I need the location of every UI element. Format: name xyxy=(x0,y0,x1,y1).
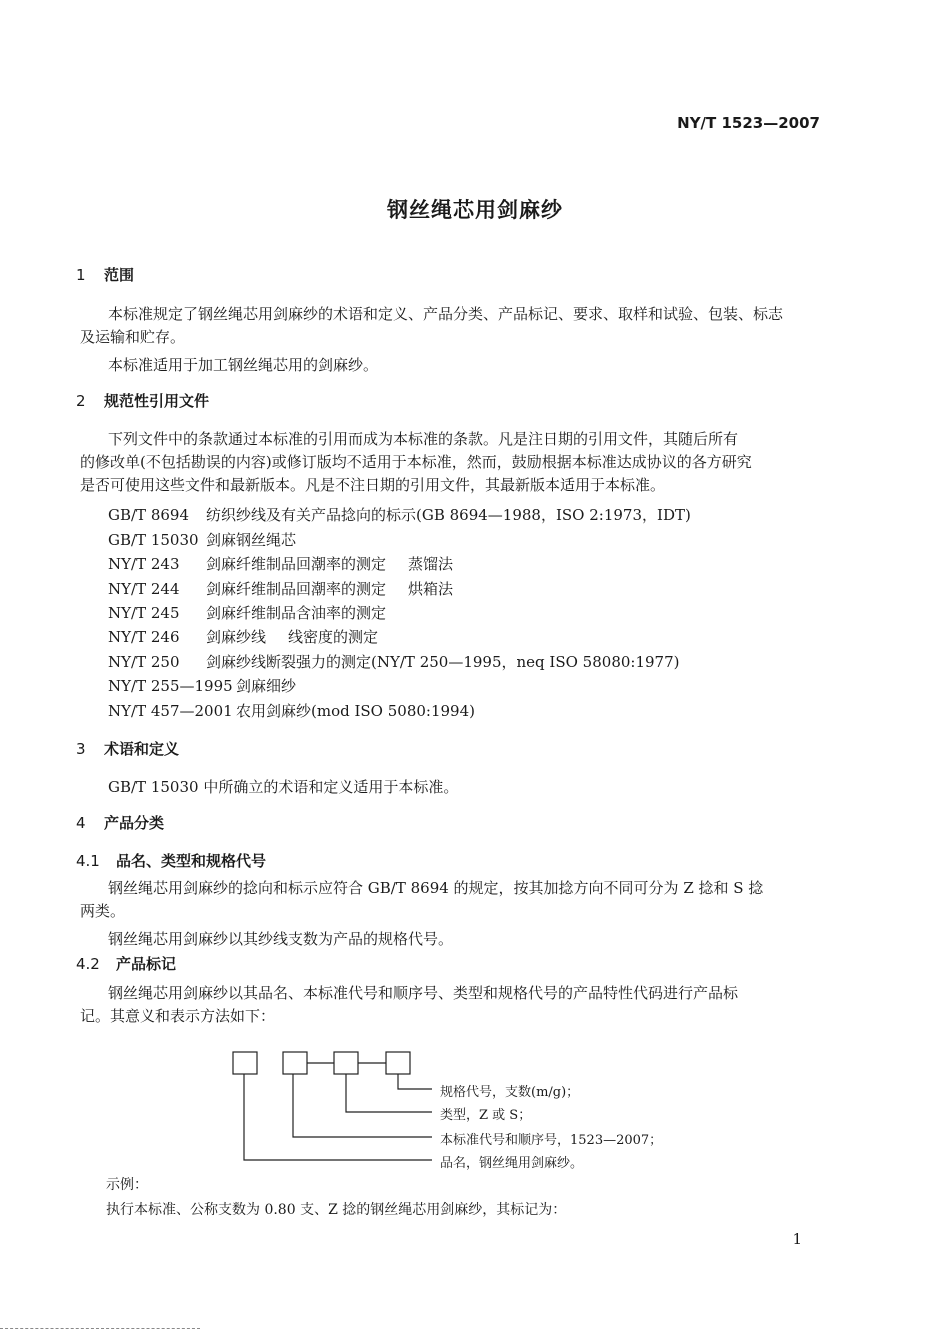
reference-code: NY/T 246 xyxy=(108,628,180,646)
paragraph: 本标准适用于加工钢丝绳芯用的剑麻纱。 xyxy=(108,356,379,374)
paragraph-line: 的修改单(不包括勘误的内容)或修订版均不适用于本标准，然而，鼓励根据本标准达成协议的各方研究 xyxy=(80,453,752,471)
reference-method: 蒸馏法 xyxy=(408,555,454,573)
leader-line xyxy=(346,1074,432,1112)
diagram-label: 规格代号，支数(m/g)； xyxy=(440,1085,580,1100)
reference-method: 线密度的测定 xyxy=(288,628,379,646)
leader-line xyxy=(398,1074,432,1089)
section-number: 1 xyxy=(76,266,86,284)
paragraph-line: 是否可使用这些文件和最新版本。凡是不注日期的引用文件，其最新版本适用于本标准。 xyxy=(80,476,666,494)
example-text: 执行本标准、公称支数为 0.80 支、Z 捻的钢丝绳芯用剑麻纱，其标记为： xyxy=(106,1202,567,1218)
leader-line xyxy=(293,1074,432,1137)
reference-code: NY/T 245 xyxy=(108,604,180,622)
paragraph-line: 及运输和贮存。 xyxy=(80,328,186,346)
marking-box-standard xyxy=(283,1052,307,1074)
paragraph-line: 本标准规定了钢丝绳芯用剑麻纱的术语和定义、产品分类、产品标记、要求、取样和试验、包装、标志 xyxy=(108,305,784,323)
reference-code: NY/T 457—2001 xyxy=(108,702,233,720)
reference-title: 剑麻钢丝绳芯 xyxy=(206,531,297,549)
paragraph-line: 下列文件中的条款通过本标准的引用而成为本标准的条款。凡是注日期的引用文件，其随后所有 xyxy=(108,430,739,448)
section-title: 范围 xyxy=(104,266,135,284)
section-title: 产品分类 xyxy=(104,814,165,832)
section-title: 产品标记 xyxy=(116,955,177,973)
section-number: 2 xyxy=(76,392,86,410)
reference-code: NY/T 244 xyxy=(108,580,180,598)
paragraph: GB/T 15030 中所确立的术语和定义适用于本标准。 xyxy=(108,778,459,796)
reference-title: 农用剑麻纱(mod ISO 5080:1994) xyxy=(236,702,475,720)
section-number: 4.2 xyxy=(76,955,100,973)
reference-code: NY/T 243 xyxy=(108,555,180,573)
document-title: 钢丝绳芯用剑麻纱 xyxy=(387,198,563,222)
diagram-label: 品名，钢丝绳用剑麻纱。 xyxy=(440,1156,584,1171)
reference-code: GB/T 8694 xyxy=(108,506,190,524)
paragraph-line: 记。其意义和表示方法如下： xyxy=(80,1007,276,1025)
example-label: 示例： xyxy=(106,1177,148,1193)
section-number: 4 xyxy=(76,814,86,832)
reference-code: NY/T 250 xyxy=(108,653,180,671)
section-title: 规范性引用文件 xyxy=(104,392,210,410)
marking-box-spec xyxy=(386,1052,410,1074)
section-number: 4.1 xyxy=(76,852,100,870)
section-title: 品名、类型和规格代号 xyxy=(116,852,267,870)
reference-title: 剑麻纤维制品回潮率的测定 xyxy=(206,555,387,573)
page-number: 1 xyxy=(792,1230,802,1248)
standard-code: NY/T 1523—2007 xyxy=(677,114,820,132)
reference-method: 烘箱法 xyxy=(408,580,454,598)
reference-title: 剑麻纱线断裂强力的测定(NY/T 250—1995，neq ISO 58080:1977) xyxy=(206,653,680,671)
paragraph-line: 钢丝绳芯用剑麻纱以其品名、本标准代号和顺序号、类型和规格代号的产品特性代码进行产品标 xyxy=(108,984,739,1002)
diagram-label: 本标准代号和顺序号，1523—2007； xyxy=(440,1133,663,1148)
paragraph-line: 钢丝绳芯用剑麻纱的捻向和标示应符合 GB/T 8694 的规定，按其加捻方向不同可分为 Z 捻和 S 捻 xyxy=(108,879,764,897)
diagram-label: 类型，Z 或 S； xyxy=(440,1108,532,1123)
paragraph-line: 两类。 xyxy=(80,902,126,920)
section-number: 3 xyxy=(76,740,86,758)
reference-title: 剑麻细纱 xyxy=(236,677,297,695)
reference-code: NY/T 255—1995 xyxy=(108,677,233,695)
marking-box-type xyxy=(334,1052,358,1074)
reference-title: 剑麻纤维制品回潮率的测定 xyxy=(206,580,387,598)
reference-title: 纺织纱线及有关产品捻向的标示(GB 8694—1988，ISO 2:1973，IDT) xyxy=(206,506,691,524)
paragraph: 钢丝绳芯用剑麻纱以其纱线支数为产品的规格代号。 xyxy=(108,930,454,948)
marking-box-name xyxy=(233,1052,257,1074)
section-title: 术语和定义 xyxy=(104,740,180,758)
reference-title: 剑麻纤维制品含油率的测定 xyxy=(206,604,387,622)
reference-title: 剑麻纱线 xyxy=(206,628,267,646)
leader-line xyxy=(244,1074,432,1160)
footer-rule xyxy=(0,1328,200,1329)
reference-code: GB/T 15030 xyxy=(108,531,199,549)
